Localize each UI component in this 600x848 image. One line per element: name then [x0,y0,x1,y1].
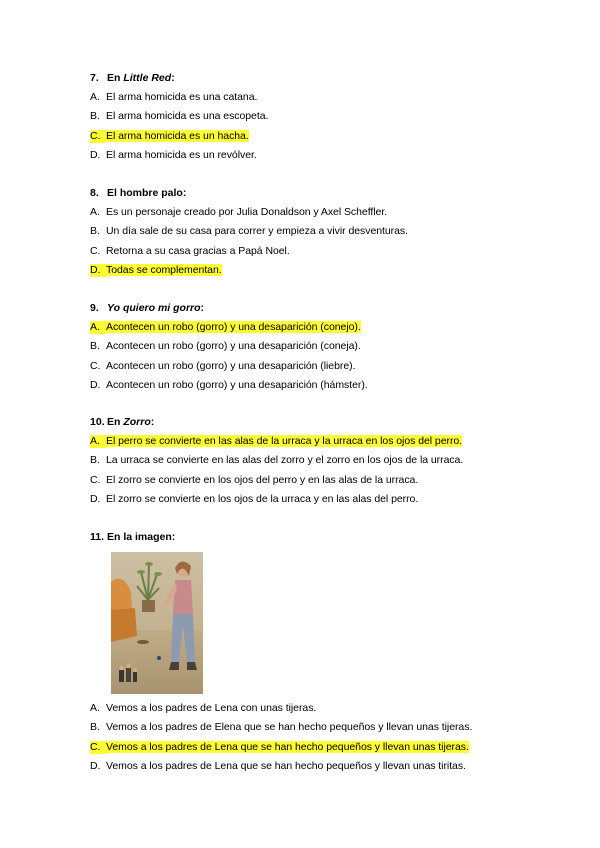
question-9 [90,301,560,398]
question-number: 10. [90,416,105,428]
question-11-options [90,702,560,779]
option-c: C. Retorna a su casa gracias a Papá Noel. [90,244,290,257]
option-b: B. Vemos a los padres de Elena que se han hecho pequeños y llevan unas tijeras. [90,721,473,734]
option-d: D. El arma homicida es un revólver. [90,148,257,161]
question-number: 11. [90,531,105,543]
question-7 [90,71,560,168]
question-10 [90,415,560,512]
question-title: 9. Yo quiero mi gorro: [90,302,205,314]
question-title: 7. En Little Red: [90,72,175,84]
option-a: A. Vemos a los padres de Lena con unas tijeras. [90,702,317,714]
option-d-highlighted: D. Todas se complementan. [90,263,222,276]
option-c-highlighted: C. El arma homicida es un hacha. [90,129,249,142]
question-8 [90,186,560,283]
option-c-highlighted: C. Vemos a los padres de Lena que se han hecho pequeños y llevan unas tijeras. [90,740,469,753]
option-b: B. Acontecen un robo (gorro) y una desaparición (coneja). [90,340,361,353]
question-title: 8. El hombre palo: [90,187,187,199]
book-illustration [111,552,203,694]
question-11 [90,530,560,550]
option-d: D. Acontecen un robo (gorro) y una desaparición (hámster). [90,378,368,391]
option-d: D. Vemos a los padres de Lena que se han hecho pequeños y llevan unas tiritas. [90,759,466,772]
option-d: D. El zorro se convierte en los ojos de la urraca y en las alas del perro. [90,492,419,505]
question-number: 9. [90,302,99,314]
illustration-girl-with-tiny-parents [111,552,203,694]
option-c: C. El zorro se convierte en los ojos del perro y en las alas de la urraca. [90,473,419,486]
question-number: 7. [90,72,99,84]
option-b: B. Un día sale de su casa para correr y empieza a vivir desventuras. [90,225,408,238]
question-title: 10. En Zorro: [90,416,155,428]
question-title: 11. En la imagen: [90,531,176,543]
option-a-highlighted: A. El perro se convierte en las alas de la urraca y la urraca en los ojos del perro. [90,435,463,447]
question-number: 8. [90,187,99,199]
option-a: A. Es un personaje creado por Julia Donaldson y Axel Scheffler. [90,206,388,218]
option-b: B. La urraca se convierte en las alas del zorro y el zorro en los ojos de la urraca. [90,454,464,467]
option-c: C. Acontecen un robo (gorro) y una desaparición (liebre). [90,359,356,372]
option-b: B. El arma homicida es una escopeta. [90,110,269,123]
option-a-highlighted: A. Acontecen un robo (gorro) y una desaparición (conejo). [90,321,361,333]
option-a: A. El arma homicida es una catana. [90,91,258,103]
